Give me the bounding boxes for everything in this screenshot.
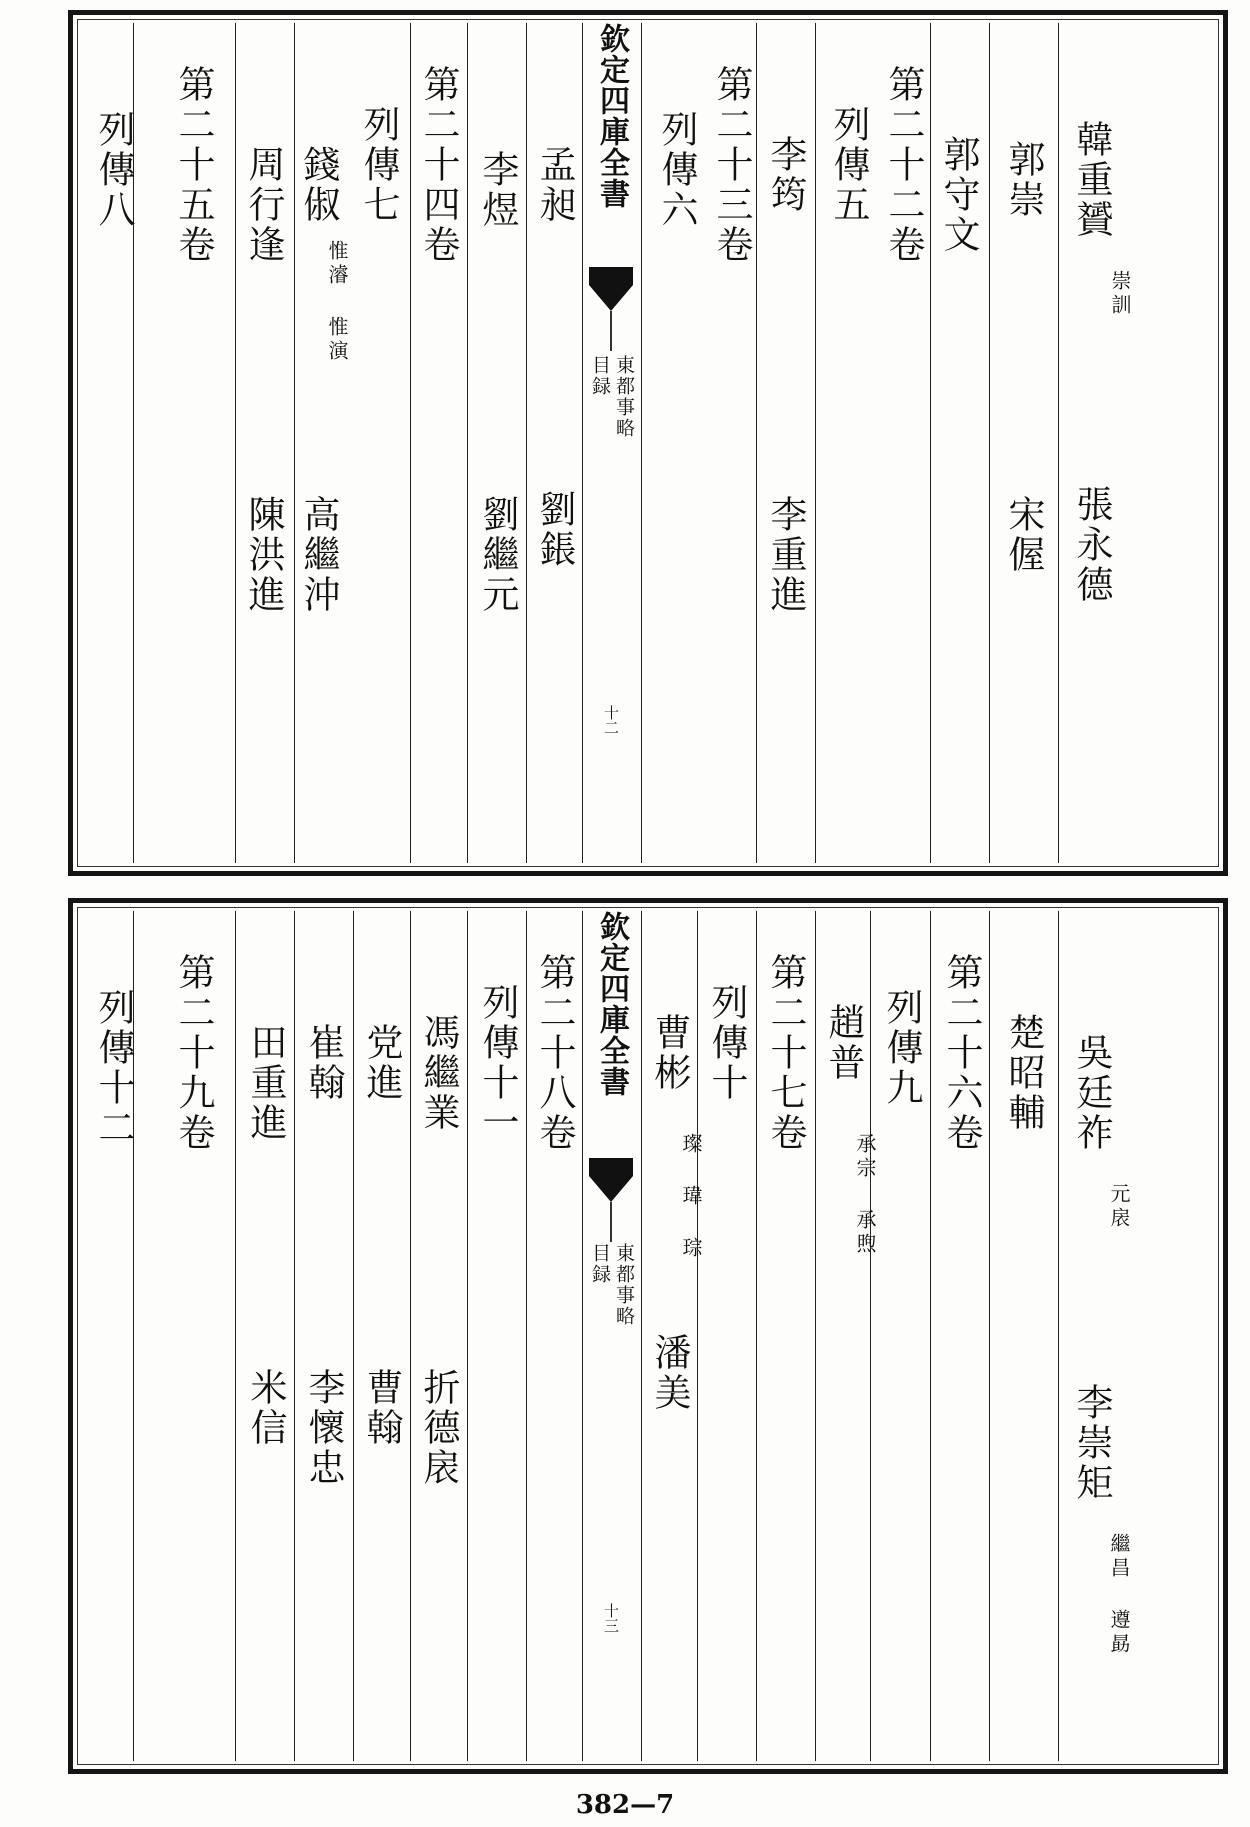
entry-name: 馮繼業 [417, 1013, 460, 1133]
entry-name: 錢俶 [297, 145, 340, 225]
biography-heading: 列傳六 [655, 110, 698, 230]
volume-heading: 第二十二卷 [882, 65, 925, 265]
biography-heading: 列傳五 [827, 105, 870, 225]
entry-name-second: 劉鋹 [533, 490, 576, 570]
entry-name-second: 陳洪進 [242, 495, 285, 615]
volume-heading: 第二十七卷 [764, 953, 807, 1153]
biography-heading: 列傳八 [92, 110, 135, 230]
entry-name-second: 李崇矩 [1070, 1383, 1113, 1503]
entry-name: 党進 [360, 1023, 403, 1103]
entry-name: 李筠 [764, 135, 807, 215]
entry-name: 郭崇 [1002, 140, 1045, 220]
volume-heading: 第二十八卷 [533, 953, 576, 1153]
section-label: 目録 [589, 1243, 611, 1285]
entry-name: 李煜 [476, 150, 519, 230]
page-footer-number: 382—7 [575, 1790, 675, 1820]
entry-name-second: 折德扆 [417, 1368, 460, 1488]
collection-title: 欽定四庫全書 [594, 23, 629, 209]
top-half-page [68, 10, 1228, 876]
entry-name-second: 劉繼元 [476, 495, 519, 615]
entry-name-second: 李懷忠 [302, 1368, 345, 1488]
biography-heading: 列傳九 [880, 988, 923, 1108]
entry-name-second: 潘美 [648, 1333, 691, 1413]
volume-heading: 第二十五卷 [172, 65, 215, 265]
page-number: 十二 [602, 705, 620, 735]
section-label: 目録 [589, 355, 611, 397]
collection-title: 欽定四庫全書 [594, 911, 629, 1097]
volume-heading: 第二十四卷 [417, 65, 460, 265]
entry-name-second: 李重進 [764, 495, 807, 615]
entry-name-second: 曹翰 [360, 1368, 403, 1448]
volume-heading: 第二十九卷 [172, 953, 215, 1153]
entry-note: 承宗 承煦 [853, 1133, 877, 1257]
entry-name: 郭守文 [937, 135, 980, 255]
entry-name: 崔翰 [302, 1023, 345, 1103]
entry-name: 周行逢 [242, 145, 285, 265]
entry-name: 楚昭輔 [1002, 1013, 1045, 1133]
entry-name: 田重進 [244, 1023, 287, 1143]
entry-note: 崇訓 [1108, 270, 1132, 318]
entry-name: 趙普 [822, 1003, 865, 1083]
biography-heading: 列傳七 [357, 105, 400, 225]
biography-heading: 列傳十二 [92, 988, 135, 1148]
entry-name-second: 張永德 [1070, 485, 1113, 605]
volume-heading: 第二十三卷 [710, 65, 753, 265]
book-title: 東都事略 [613, 355, 635, 439]
entry-name-second: 宋偓 [1002, 495, 1045, 575]
entry-note: 璨 瑋 琮 [679, 1133, 703, 1261]
volume-heading: 第二十六卷 [940, 953, 983, 1153]
page-number: 十三 [602, 1603, 620, 1633]
biography-heading: 列傳十一 [476, 983, 519, 1143]
bottom-half-page [68, 898, 1228, 1774]
book-title: 東都事略 [613, 1243, 635, 1327]
entry-note-second: 繼昌 遵勗 [1107, 1533, 1131, 1657]
entry-name: 韓重贇 [1070, 120, 1113, 240]
entry-name-second: 高繼沖 [297, 495, 340, 615]
biography-heading: 列傳十 [705, 983, 748, 1103]
entry-note: 元扆 [1107, 1183, 1131, 1231]
entry-name: 吳廷祚 [1070, 1033, 1113, 1153]
entry-name: 曹彬 [648, 1013, 691, 1093]
entry-note: 惟濬 惟演 [325, 240, 349, 364]
entry-name-second: 米信 [244, 1368, 287, 1448]
entry-name: 孟昶 [533, 145, 576, 225]
